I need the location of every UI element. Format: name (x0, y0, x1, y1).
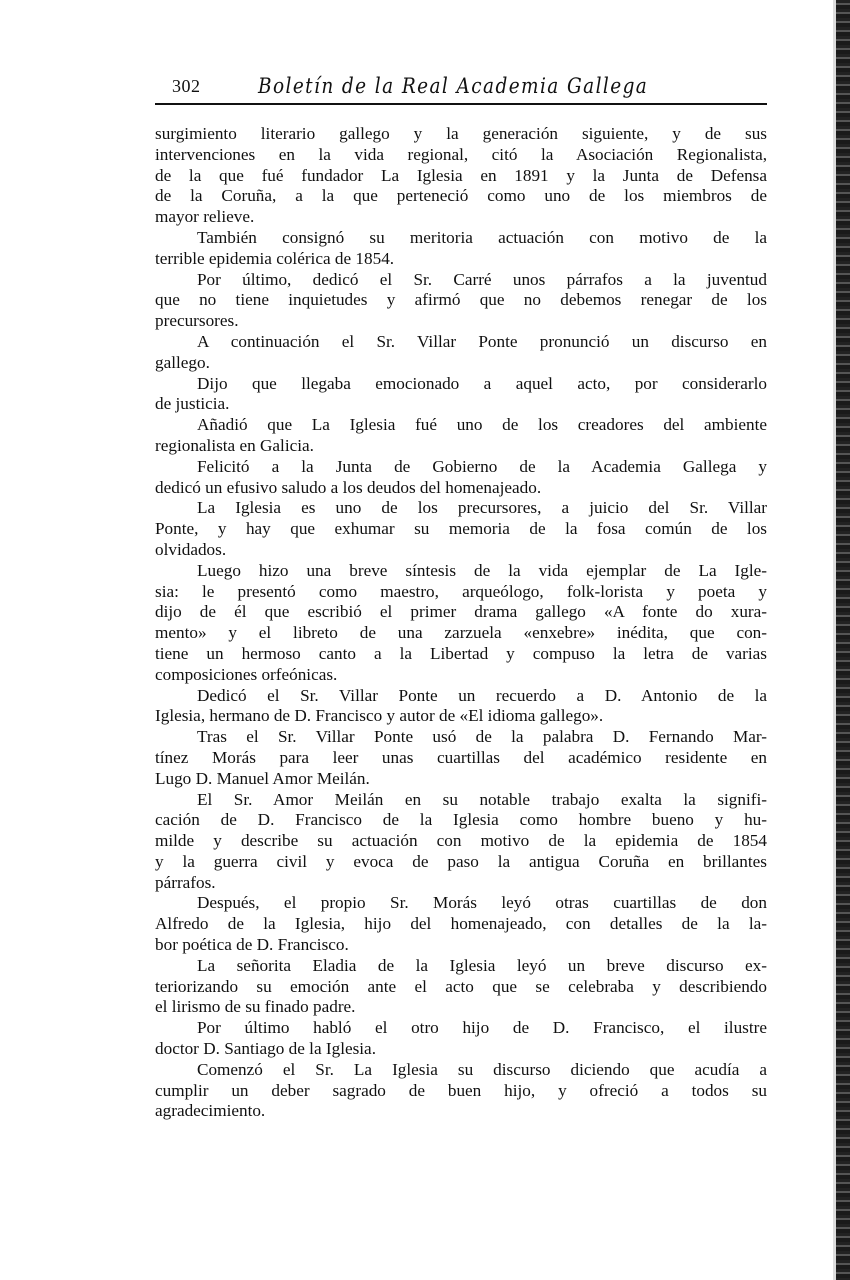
text-line: Después, el propio Sr. Morás leyó otras cuartillas de don (197, 893, 767, 913)
text-line: surgimiento literario gallego y la generación siguiente, y de sus (155, 124, 767, 143)
text-line: Tras el Sr. Villar Ponte usó de la palabra D. Fernando Mar- (197, 727, 767, 747)
text-line: También consignó su meritoria actuación con motivo de la (197, 227, 767, 247)
paragraph (155, 561, 767, 686)
text-line: de justicia. (155, 394, 230, 414)
body-text (155, 124, 767, 1122)
paragraph (155, 332, 767, 374)
paragraph (155, 686, 767, 728)
scan-edge (836, 0, 850, 1280)
page-number: 302 (172, 76, 201, 96)
text-line: La señorita Eladia de la Iglesia leyó un breve discurso ex- (197, 955, 767, 975)
text-line: agradecimiento. (155, 1101, 266, 1121)
text-line: y la guerra civil y evoca de paso la antigua Coruña en brillantes (155, 851, 767, 871)
text-line: dijo de él que escribió el primer drama gallego «A fonte do xura- (155, 602, 767, 622)
text-line: doctor D. Santiago de la Iglesia. (155, 1039, 376, 1059)
paragraph (155, 124, 767, 228)
paragraph (155, 1018, 767, 1060)
text-line: Alfredo de la Iglesia, hijo del homenajeado, con detalles de la la- (155, 914, 767, 934)
paragraph (155, 228, 767, 270)
paragraph (155, 956, 767, 1018)
text-line: Luego hizo una breve síntesis de la vida ejemplar de La Igle- (197, 560, 767, 580)
header-rule (155, 103, 767, 105)
text-line: Comenzó el Sr. La Iglesia su discurso diciendo que acudía a (197, 1059, 767, 1079)
text-line: El Sr. Amor Meilán en su notable trabajo exalta la signifi- (197, 789, 767, 809)
text-line: Ponte, y hay que exhumar su memoria de la fosa común de los (155, 519, 767, 539)
text-line: precursores. (155, 311, 239, 331)
paragraph (155, 1060, 767, 1122)
text-line: bor poética de D. Francisco. (155, 935, 349, 955)
text-line: tiene un hermoso canto a la Libertad y compuso la letra de varias (155, 643, 767, 663)
text-line: La Iglesia es uno de los precursores, a juicio del Sr. Villar (197, 498, 767, 518)
text-line: A continuación el Sr. Villar Ponte pronunció un discurso en (197, 331, 767, 351)
text-line: Por último, dedicó el Sr. Carré unos párrafos a la juventud (197, 269, 767, 289)
text-line: mayor relieve. (155, 207, 255, 227)
text-line: Por último habló el otro hijo de D. Francisco, el ilustre (197, 1018, 767, 1038)
text-line: regionalista en Galicia. (155, 435, 314, 455)
paragraph (155, 457, 767, 499)
scan-edge-shadow (833, 0, 836, 1280)
text-line: Dijo que llegaba emocionado a aquel acto, por considerarlo (197, 373, 767, 393)
text-line: Añadió que La Iglesia fué uno de los creadores del ambiente (197, 415, 767, 435)
text-line: cación de D. Francisco de la Iglesia como hombre bueno y hu- (155, 810, 767, 830)
text-line: dedicó un efusivo saludo a los deudos del homenajeado. (155, 477, 542, 497)
page-header (160, 74, 767, 102)
text-line: de la que fué fundador La Iglesia en 1891 y la Junta de Defensa (155, 165, 767, 185)
text-line: Iglesia, hermano de D. Francisco y autor de «El idioma gallego». (155, 706, 604, 726)
text-line: párrafos. (155, 872, 216, 892)
text-line: cumplir un deber sagrado de buen hijo, y ofreció a todos su (155, 1080, 767, 1100)
text-line: tínez Morás para leer unas cuartillas del académico residente en (155, 747, 767, 767)
paragraph (155, 498, 767, 560)
paragraph (155, 727, 767, 789)
text-line: composiciones orfeónicas. (155, 664, 338, 684)
text-line: intervenciones en la vida regional, citó la Asociación Regionalista, (155, 144, 767, 164)
text-line: de la Coruña, a la que perteneció como uno de los miembros de (155, 186, 767, 206)
text-line: terrible epidemia colérica de 1854. (155, 248, 395, 268)
text-line: gallego. (155, 352, 210, 372)
running-title: Boletín de la Real Academia Gallega (258, 74, 649, 98)
paragraph (155, 270, 767, 332)
paragraph (155, 893, 767, 955)
text-line: Felicitó a la Junta de Gobierno de la Academia Gallega y (197, 456, 767, 476)
text-line: el lirismo de su finado padre. (155, 997, 356, 1017)
text-line: olvidados. (155, 539, 227, 559)
text-line: sia: le presentó como maestro, arqueólogo, folk-lorista y poeta y (155, 581, 767, 601)
text-line: Dedicó el Sr. Villar Ponte un recuerdo a D. Antonio de la (197, 685, 767, 705)
paragraph (155, 415, 767, 457)
text-line: teriorizando su emoción ante el acto que se celebraba y describiendo (155, 976, 767, 996)
text-line: mento» y el libreto de una zarzuela «enxebre» inédita, que con- (155, 623, 767, 643)
paragraph (155, 790, 767, 894)
text-line: que no tiene inquietudes y afirmó que no debemos renegar de los (155, 290, 767, 310)
text-line: Lugo D. Manuel Amor Meilán. (155, 768, 370, 788)
paragraph (155, 374, 767, 416)
text-line: milde y describe su actuación con motivo de la epidemia de 1854 (155, 831, 767, 851)
